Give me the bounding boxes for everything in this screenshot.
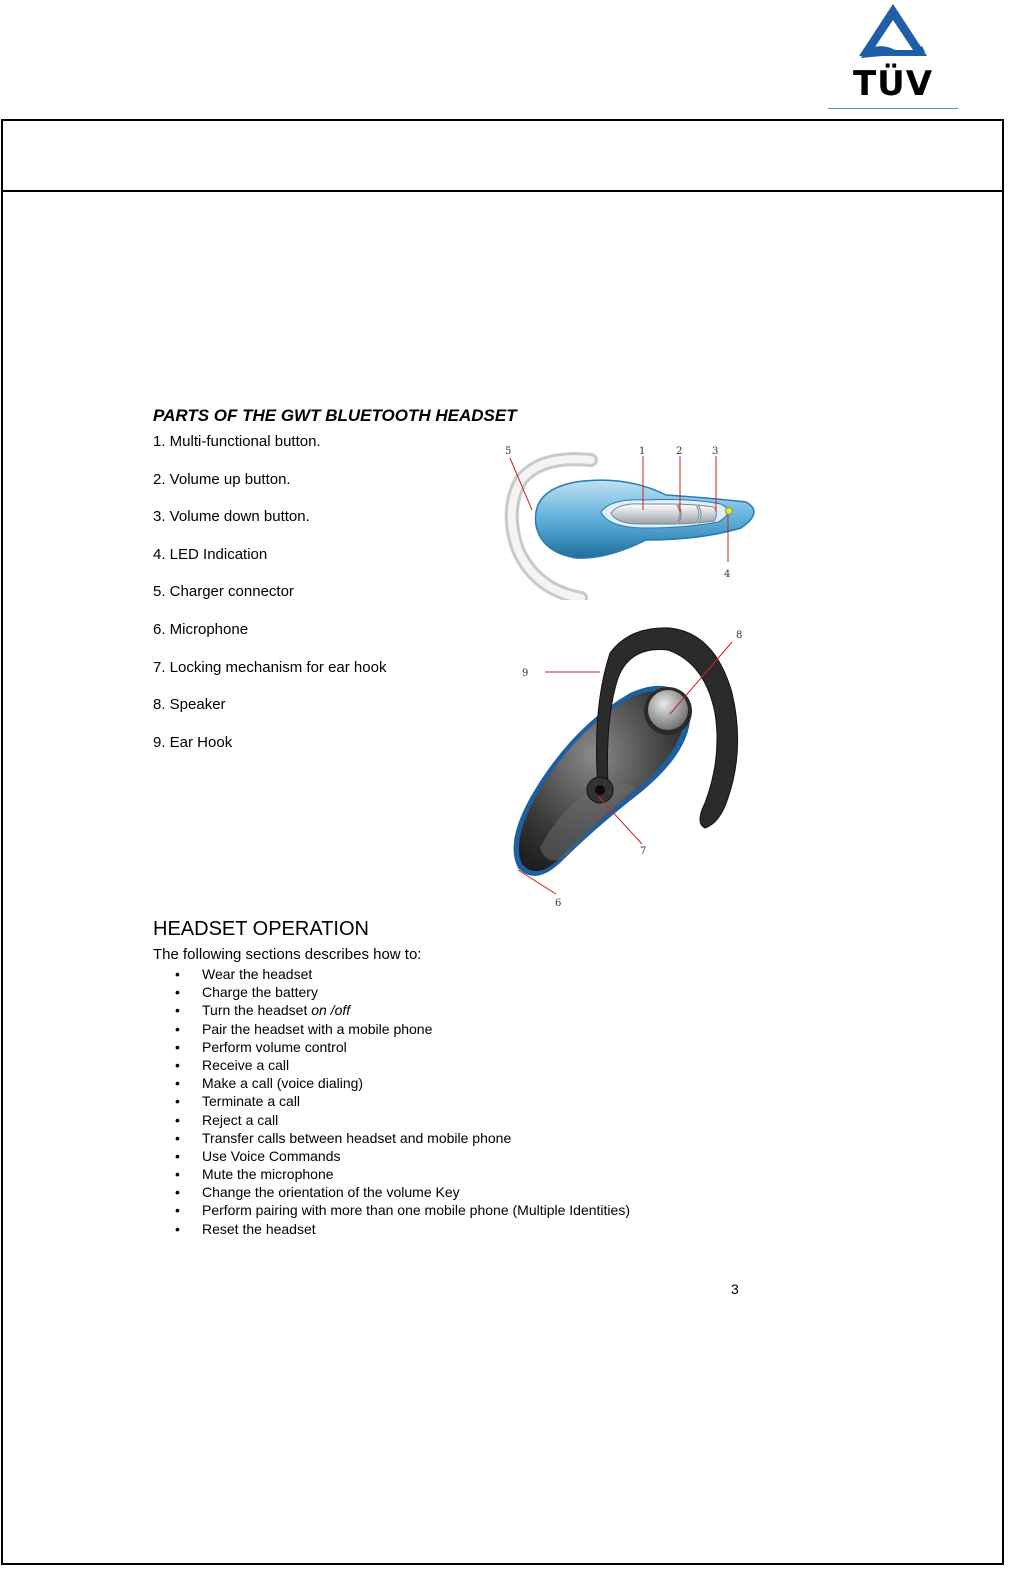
bullet: • <box>175 1184 180 1201</box>
list-item <box>175 984 630 1002</box>
header-divider <box>1 190 1004 192</box>
bullet: • <box>175 1093 180 1110</box>
list-item: 2. Volume up button. <box>153 470 291 488</box>
list-item <box>175 1148 630 1166</box>
operation-list <box>175 966 630 1239</box>
parts-list <box>153 433 386 771</box>
list-item-text: Receive a call <box>202 1056 290 1073</box>
tuv-logo <box>828 2 958 110</box>
callout-label: 2 <box>676 446 683 457</box>
operation-title: HEADSET OPERATION <box>153 918 369 940</box>
list-item: 7. Locking mechanism for ear hook <box>153 658 387 676</box>
logo-text: TÜV <box>852 64 934 104</box>
parts-title: PARTS OF THE GWT BLUETOOTH HEADSET <box>153 406 517 425</box>
list-item <box>175 1112 630 1130</box>
bullet: • <box>175 1202 180 1219</box>
list-item <box>175 1039 630 1057</box>
list-item-text: Perform volume control <box>202 1038 347 1055</box>
bullet: • <box>175 1002 180 1019</box>
list-item: 5. Charger connector <box>153 583 294 601</box>
list-item <box>175 1130 630 1148</box>
operation-intro: The following sections describes how to: <box>153 946 422 963</box>
headset-top-illustration <box>496 440 766 600</box>
bullet: • <box>175 1166 180 1183</box>
list-item-text: Perform pairing with more than one mobile phone (Multiple Identities) <box>202 1202 630 1219</box>
list-item-text: Charge the battery <box>202 984 318 1001</box>
tuv-triangle-icon <box>828 2 958 64</box>
list-item-text: Reject a call <box>202 1111 279 1128</box>
bullet: • <box>175 1020 180 1037</box>
bullet: • <box>175 1075 180 1092</box>
list-item-text: Mute the microphone <box>202 1166 334 1183</box>
list-item <box>175 1075 630 1093</box>
bullet: • <box>175 966 180 982</box>
list-item <box>175 1021 630 1039</box>
list-item-text: Use Voice Commands <box>202 1147 341 1164</box>
list-item-text: Turn the headset <box>202 1002 312 1019</box>
list-item: 4. LED Indication <box>153 545 268 563</box>
list-item <box>175 1093 630 1111</box>
list-item <box>175 1166 630 1184</box>
list-item-text: Terminate a call <box>202 1093 301 1110</box>
list-item <box>175 1057 630 1075</box>
list-item: 6. Microphone <box>153 620 249 638</box>
callout-label: 3 <box>712 446 719 457</box>
callout-label: 8 <box>736 630 743 641</box>
list-item <box>175 1184 630 1202</box>
callout-label: 6 <box>555 898 562 909</box>
list-item: 8. Speaker <box>153 696 226 714</box>
list-item-text: Wear the headset <box>202 966 313 982</box>
list-item: 1. Multi-functional button. <box>153 433 321 450</box>
list-item: 3. Volume down button. <box>153 508 310 526</box>
headset-back-illustration <box>500 618 760 913</box>
bullet: • <box>175 1220 180 1237</box>
callout-label: 1 <box>639 446 646 457</box>
callout-label: 7 <box>640 846 647 857</box>
list-item <box>175 1221 630 1239</box>
bullet: • <box>175 1038 180 1055</box>
list-item <box>175 1002 630 1020</box>
bullet: • <box>175 1111 180 1128</box>
callout-label: 5 <box>505 446 512 457</box>
list-item-text: Pair the headset with a mobile phone <box>202 1020 433 1037</box>
list-item-text: Make a call (voice dialing) <box>202 1075 364 1092</box>
list-item-text: Change the orientation of the volume Key <box>202 1184 460 1201</box>
logo-underline <box>828 108 958 109</box>
list-item-text: Transfer calls between headset and mobile phone <box>202 1129 512 1146</box>
list-item <box>175 966 630 984</box>
callout-label: 4 <box>724 569 731 580</box>
callout-label: 9 <box>522 668 529 679</box>
bullet: • <box>175 984 180 1001</box>
list-item-text: Reset the headset <box>202 1220 316 1237</box>
list-item: 9. Ear Hook <box>153 733 233 751</box>
bullet: • <box>175 1129 180 1146</box>
list-item <box>175 1202 630 1220</box>
page-number: 3 <box>731 1281 739 1297</box>
bullet: • <box>175 1056 180 1073</box>
bullet: • <box>175 1147 180 1164</box>
list-item-emphasis: on /off <box>311 1002 351 1019</box>
